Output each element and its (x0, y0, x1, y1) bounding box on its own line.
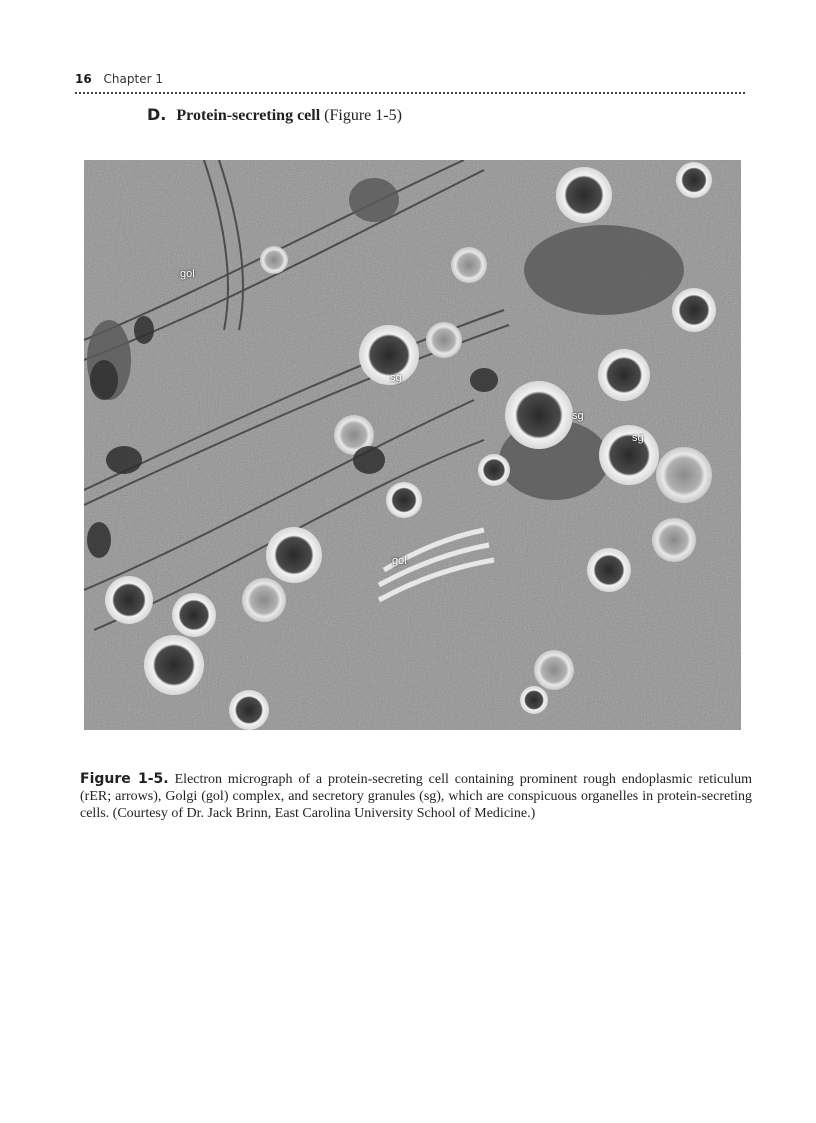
page-number: 16 (75, 72, 92, 86)
label-gol-upper: gol (180, 268, 195, 280)
caption-label: Figure 1-5. (80, 771, 169, 787)
label-sg-1: sg (390, 372, 402, 384)
caption-text: Electron micrograph of a protein-secreting cell containing prominent rough endoplasmic reticulum (rER; arrows), Golgi (gol) complex, and secretory granules (sg), which are conspicuous organelles in protein-secreting cells. (Courtesy of Dr. Jack Brinn, East Carolina University School of Medicine.) (80, 772, 752, 821)
label-sg-2: sg (572, 410, 584, 422)
section-letter: D. (147, 105, 167, 124)
label-gol-lower: gol (392, 555, 407, 567)
electron-micrograph (84, 160, 741, 730)
section-heading (147, 105, 402, 125)
chapter-label: Chapter 1 (103, 72, 163, 86)
figure-caption (80, 771, 752, 822)
micrograph-texture (84, 160, 741, 730)
running-head (75, 72, 745, 94)
label-sg-3: sg (632, 432, 644, 444)
section-figure-ref: (Figure 1-5) (324, 107, 402, 124)
section-title: Protein-secreting cell (176, 107, 321, 124)
